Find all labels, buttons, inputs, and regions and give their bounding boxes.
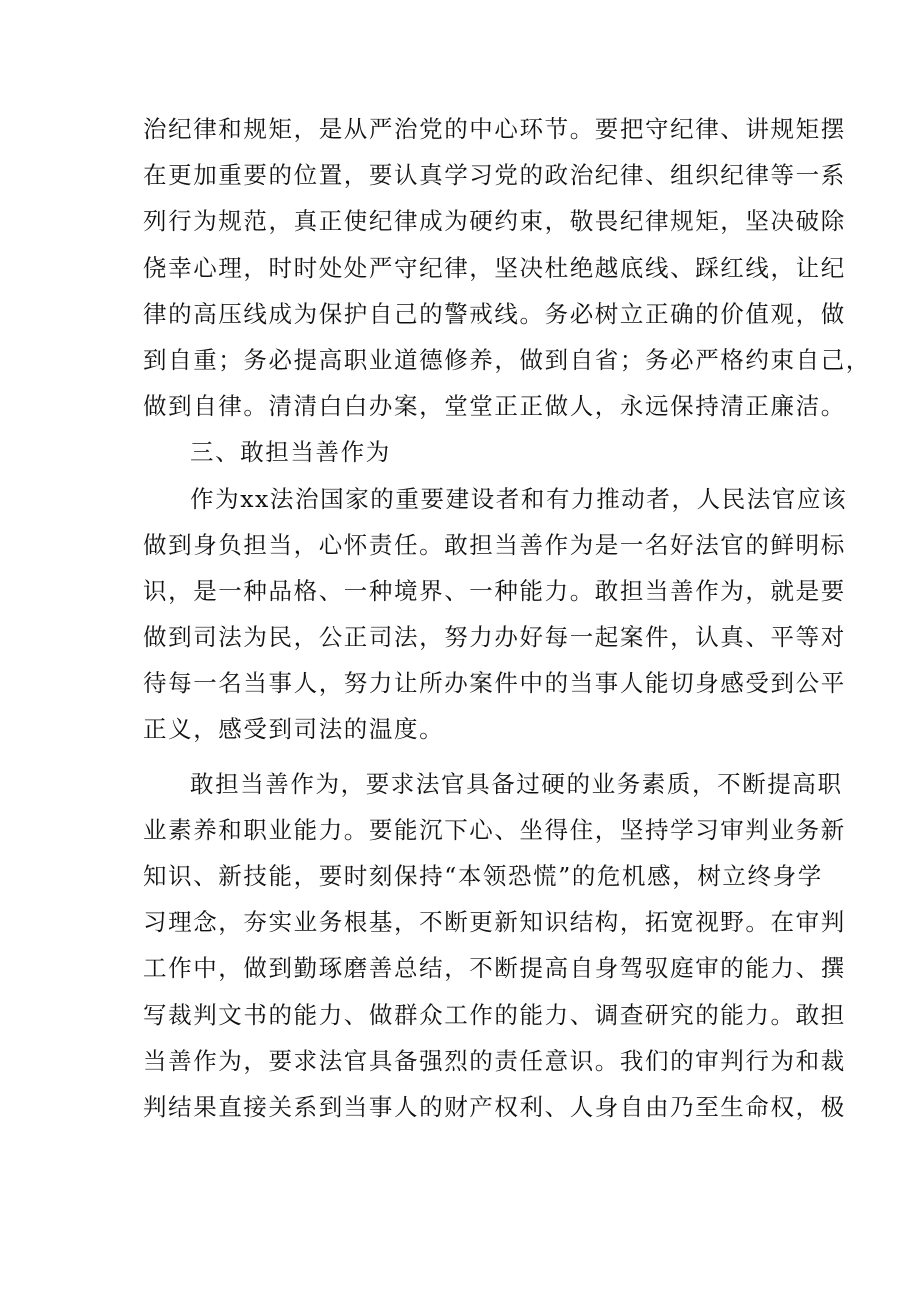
text-line: 做到司法为民，公正司法，努力办好每一起案件，认真、平等对 [143, 623, 846, 652]
text-line: 识，是一种品格、一种境界、一种能力。敢担当善作为，就是要 [143, 576, 846, 605]
text-line: 在更加重要的位置，要认真学习党的政治纪律、组织纪律等一系 [143, 161, 846, 190]
text-line: 当善作为，要求法官具备强烈的责任意识。我们的审判行为和裁 [143, 1046, 846, 1075]
text-line: 写裁判文书的能力、做群众工作的能力、调查研究的能力。敢担 [143, 1000, 846, 1029]
paragraph-professional-quality [143, 761, 846, 1131]
text-line: 律的高压线成为保护自己的警戒线。务必树立正确的价值观，做 [143, 299, 846, 328]
paragraph-discipline [143, 106, 871, 429]
paragraph-responsibility [143, 476, 848, 753]
text-line: 做到身负担当，心怀责任。敢担当善作为是一名好法官的鲜明标 [143, 530, 846, 559]
text-line: 作为xx法治国家的重要建设者和有力推动者，人民法官应该 [190, 484, 848, 513]
text-line: 做到自律。清清白白办案，堂堂正正做人，永远保持清正廉洁。 [143, 392, 846, 421]
text-line: 治纪律和规矩，是从严治党的中心环节。要把守纪律、讲规矩摆 [143, 115, 846, 143]
text-line: 习理念，夯实业务根基，不断更新知识结构，拓宽视野。在审判 [143, 908, 846, 937]
text-line: 业素养和职业能力。要能沉下心、坐得住，坚持学习审判业务新 [143, 815, 846, 844]
text-line: 工作中，做到勤琢磨善总结，不断提高自身驾驭庭审的能力、撰 [143, 954, 846, 983]
section-heading: 三、敢担当善作为 [190, 438, 391, 467]
text-line: 待每一名当事人，努力让所办案件中的当事人能切身感受到公平 [143, 669, 846, 698]
text-line: 知识、新技能，要时刻保持“本领恐慌”的危机感，树立终身学 [143, 862, 823, 890]
text-line: 正义，感受到司法的温度。 [143, 715, 445, 744]
text-line: 列行为规范，真正使纪律成为硬约束，敬畏纪律规矩，坚决破除 [143, 207, 846, 236]
text-line: 敢担当善作为，要求法官具备过硬的业务素质，不断提高职 [190, 769, 843, 798]
text-line: 到自重；务必提高职业道德修养，做到自省；务必严格约束自己， [143, 345, 871, 374]
paragraph-gap [143, 753, 783, 761]
text-line: 侥幸心理，时时处处严守纪律，坚决杜绝越底线、踩红线，让纪 [143, 253, 846, 282]
text-line: 判结果直接关系到当事人的财产权利、人身自由乃至生命权，极 [143, 1092, 846, 1121]
document-body [143, 106, 871, 1130]
